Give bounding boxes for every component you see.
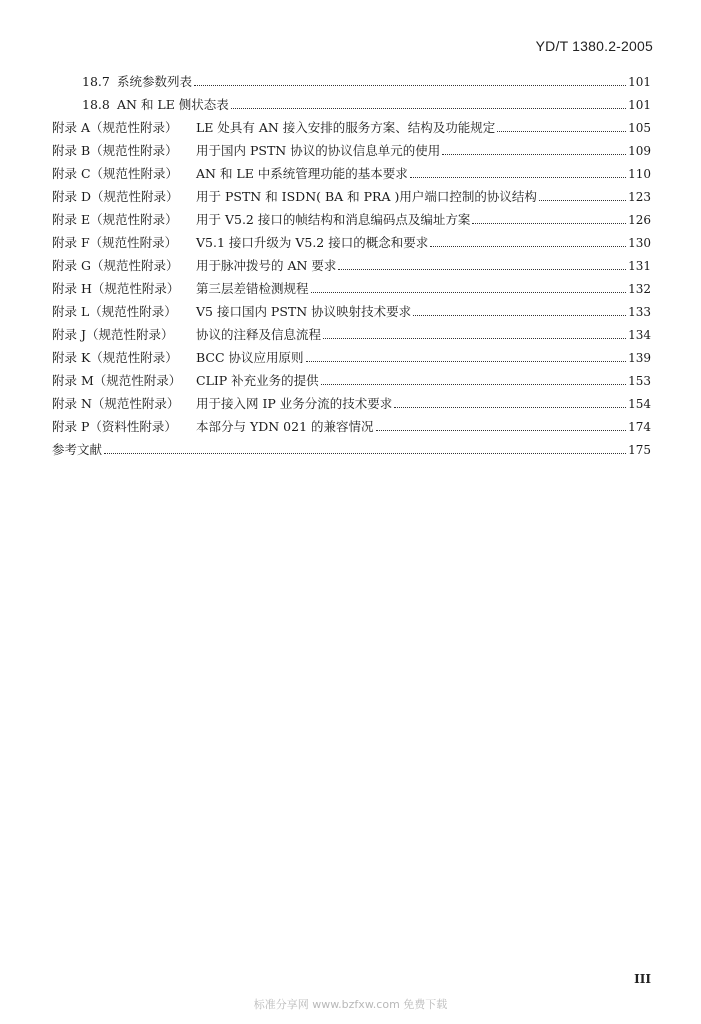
toc-page-number: 130 bbox=[628, 236, 651, 250]
toc-leader bbox=[394, 407, 626, 408]
appendix-label: 附录 D（规范性附录） bbox=[52, 189, 179, 204]
toc-page-number: 131 bbox=[628, 259, 651, 273]
appendix-label: 附录 P（资料性附录） bbox=[52, 419, 177, 434]
toc-entry-18-7[interactable] bbox=[0, 72, 701, 92]
appendix-title: 用于国内 PSTN 协议的协议信息单元的使用 bbox=[196, 143, 441, 158]
toc-page-number: 154 bbox=[628, 397, 651, 411]
toc-entry-appendix-b[interactable] bbox=[0, 141, 701, 161]
toc-leader bbox=[442, 154, 626, 155]
toc-entry-appendix-f[interactable] bbox=[0, 233, 701, 253]
toc-leader bbox=[338, 269, 626, 270]
appendix-label: 附录 B（规范性附录） bbox=[52, 143, 178, 158]
toc-entry-appendix-d[interactable] bbox=[0, 187, 701, 207]
toc-section-title: 系统参数列表 bbox=[117, 74, 193, 89]
toc-page-number: 110 bbox=[628, 167, 651, 181]
appendix-title: V5.1 接口升级为 V5.2 接口的概念和要求 bbox=[196, 235, 429, 250]
toc-page-number: 109 bbox=[628, 144, 651, 158]
toc-entry-appendix-h[interactable] bbox=[0, 279, 701, 299]
appendix-label: 附录 L（规范性附录） bbox=[52, 304, 177, 319]
toc-page-number: 153 bbox=[628, 374, 651, 388]
toc-page-number: 123 bbox=[628, 190, 651, 204]
toc-page-number: 175 bbox=[628, 443, 651, 457]
toc-leader bbox=[306, 361, 627, 362]
toc-leader bbox=[376, 430, 627, 431]
appendix-label: 附录 E（规范性附录） bbox=[52, 212, 178, 227]
appendix-title: V5 接口国内 PSTN 协议映射技术要求 bbox=[196, 304, 412, 319]
appendix-title: LE 处具有 AN 接入安排的服务方案、结构及功能规定 bbox=[196, 120, 496, 135]
standard-code-header: YD/T 1380.2-2005 bbox=[535, 38, 653, 54]
toc-page-number: 133 bbox=[628, 305, 651, 319]
toc-leader bbox=[104, 453, 626, 454]
toc-entry-18-8[interactable] bbox=[0, 95, 701, 115]
toc-leader bbox=[194, 85, 626, 86]
appendix-label: 附录 G（规范性附录） bbox=[52, 258, 179, 273]
toc-leader bbox=[539, 200, 626, 201]
toc-entry-appendix-n[interactable] bbox=[0, 394, 701, 414]
toc-page-number: 174 bbox=[628, 420, 651, 434]
appendix-title: 用于 PSTN 和 ISDN( BA 和 PRA )用户端口控制的协议结构 bbox=[196, 189, 537, 204]
toc-leader bbox=[311, 292, 627, 293]
toc-page-number: 101 bbox=[628, 75, 651, 89]
toc-page-number: 101 bbox=[628, 98, 651, 112]
toc-page-number: 139 bbox=[628, 351, 651, 365]
appendix-title: CLIP 补充业务的提供 bbox=[196, 373, 319, 388]
toc-leader bbox=[413, 315, 626, 316]
appendix-title: 本部分与 YDN 021 的兼容情况 bbox=[196, 419, 374, 434]
page-number-footer: III bbox=[634, 972, 651, 986]
appendix-title: 用于 V5.2 接口的帧结构和消息编码点及编址方案 bbox=[196, 212, 471, 227]
toc-entry-appendix-m[interactable] bbox=[0, 371, 701, 391]
appendix-title: 第三层差错检测规程 bbox=[196, 281, 309, 296]
appendix-label: 附录 J（规范性附录） bbox=[52, 327, 174, 342]
toc-leader bbox=[410, 177, 626, 178]
toc-entry-appendix-c[interactable] bbox=[0, 164, 701, 184]
appendix-title: 协议的注释及信息流程 bbox=[196, 327, 322, 342]
toc-entry-appendix-j[interactable] bbox=[0, 325, 701, 345]
toc-page-number: 105 bbox=[628, 121, 651, 135]
appendix-title: 用于接入网 IP 业务分流的技术要求 bbox=[196, 396, 393, 411]
toc-entry-appendix-a[interactable] bbox=[0, 118, 701, 138]
toc-leader bbox=[430, 246, 626, 247]
appendix-label: 附录 A（规范性附录） bbox=[52, 120, 178, 135]
toc-section-number: 18.8 bbox=[82, 97, 110, 112]
toc-section-title: AN 和 LE 侧状态表 bbox=[117, 97, 229, 112]
toc-page-number: 134 bbox=[628, 328, 651, 342]
appendix-title: AN 和 LE 中系统管理功能的基本要求 bbox=[196, 166, 408, 181]
toc-leader bbox=[321, 384, 626, 385]
toc-page-number: 126 bbox=[628, 213, 651, 227]
toc-entry-appendix-k[interactable] bbox=[0, 348, 701, 368]
appendix-label: 附录 N（规范性附录） bbox=[52, 396, 180, 411]
toc-leader bbox=[497, 131, 626, 132]
appendix-label: 附录 M（规范性附录） bbox=[52, 373, 182, 388]
references-title: 参考文献 bbox=[52, 442, 103, 457]
appendix-label: 附录 H（规范性附录） bbox=[52, 281, 180, 296]
toc-entry-appendix-e[interactable] bbox=[0, 210, 701, 230]
toc-entry-references[interactable] bbox=[0, 440, 701, 460]
toc-section-number: 18.7 bbox=[82, 74, 110, 89]
appendix-title: BCC 协议应用原则 bbox=[196, 350, 304, 365]
toc-leader bbox=[472, 223, 626, 224]
toc-page-number: 132 bbox=[628, 282, 651, 296]
appendix-label: 附录 C（规范性附录） bbox=[52, 166, 179, 181]
toc-leader bbox=[231, 108, 626, 109]
watermark-text: 标准分享网 www.bzfxw.com 免费下载 bbox=[253, 998, 448, 1011]
toc-leader bbox=[323, 338, 626, 339]
toc-entry-appendix-l[interactable] bbox=[0, 302, 701, 322]
toc-entry-appendix-p[interactable] bbox=[0, 417, 701, 437]
appendix-label: 附录 K（规范性附录） bbox=[52, 350, 178, 365]
toc-entry-appendix-g[interactable] bbox=[0, 256, 701, 276]
appendix-label: 附录 F（规范性附录） bbox=[52, 235, 178, 250]
appendix-title: 用于脉冲拨号的 AN 要求 bbox=[196, 258, 337, 273]
